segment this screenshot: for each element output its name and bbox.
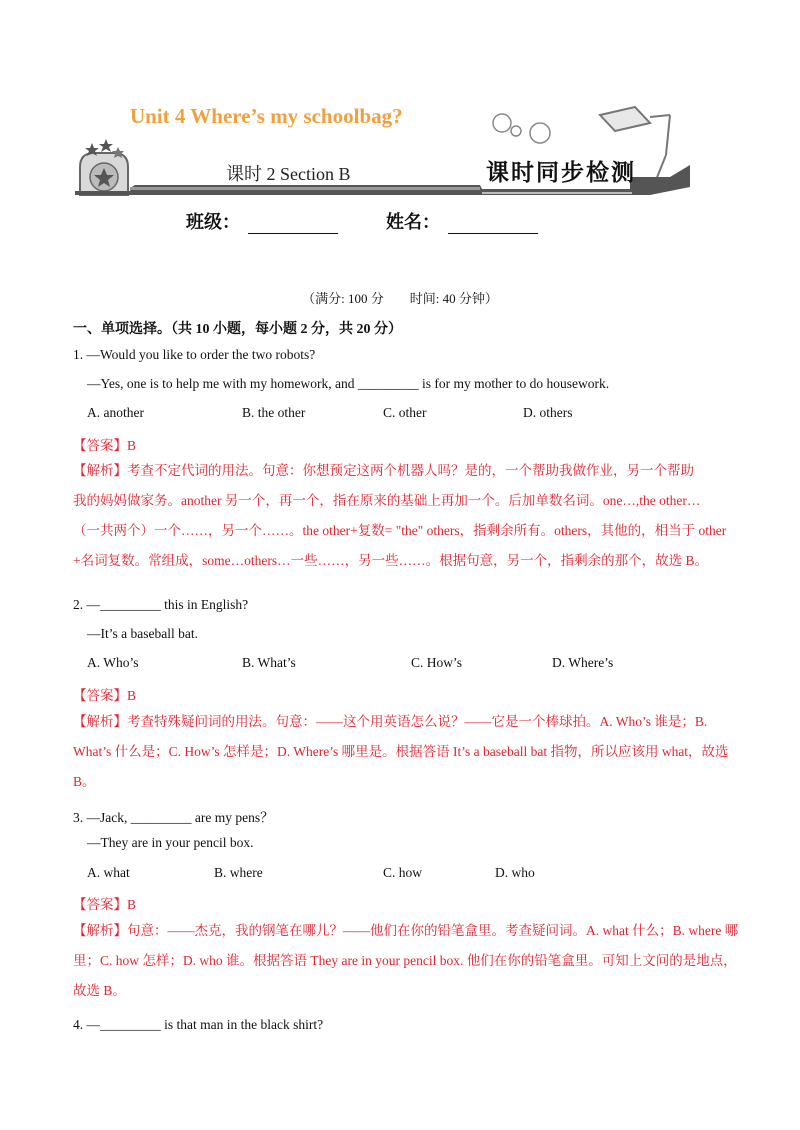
section-heading: 一、单项选择。（共 10 小题，每小题 2 分，共 20 分） [73, 322, 402, 337]
question-1-option-a: A. another [87, 405, 144, 420]
unit-title: Unit 4 Where’s my schoolbag? [130, 104, 403, 128]
question-2-option-b: B. What’s [242, 655, 296, 670]
question-1-line-1: 1. —Would you like to order the two robots? [73, 347, 316, 362]
score-time-info: （满分: 100 分 时间: 40 分钟） [302, 291, 498, 306]
question-3-option-d: D. who [495, 865, 535, 880]
question-1-analysis [73, 456, 741, 576]
analysis-line: 【解析】考查不定代词的用法。句意：你想预定这两个机器人吗？是的，一个帮助我做作业，另一个帮助 [73, 463, 694, 478]
question-4-line-1: 4. —_________ is that man in the black shirt? [73, 1017, 324, 1032]
question-1-option-c: C. other [383, 405, 427, 420]
question-2-answer: 【答案】B [73, 688, 137, 703]
name-label: 姓名： [386, 212, 440, 233]
question-3-line-2: —They are in your pencil box. [87, 835, 254, 850]
class-label: 班级： [186, 212, 240, 233]
question-3-option-c: C. how [383, 865, 423, 880]
analysis-line: 故选 B。 [73, 983, 126, 998]
question-1-answer: 【答案】B [73, 438, 137, 453]
brand-title: 课时同步检测 [486, 160, 636, 186]
analysis-line: +名词复数。常组成，some…others…一些……，另一些……。根据句意，另一个，指剩余的那个，故选 B。 [73, 553, 708, 568]
analysis-line: 里；C. how 怎样；D. who 谁。根据答语 They are in your pencil box. 他们在你的铅笔盒里。可知上文问的是地点， [73, 953, 737, 968]
question-3-answer: 【答案】B [73, 897, 137, 912]
star-badge-icon [80, 139, 128, 195]
question-3-analysis [73, 916, 741, 1006]
question-1-option-b: B. the other [242, 405, 306, 420]
question-3-option-b: B. where [214, 865, 263, 880]
question-1-option-d: D. others [523, 405, 573, 420]
question-1-line-2: —Yes, one is to help me with my homework, and _________ is for my mother to do housework. [87, 376, 610, 391]
question-2-option-d: D. Where’s [552, 655, 614, 670]
analysis-line: 【解析】句意：——杰克，我的钢笔在哪儿？——他们在你的铅笔盒里。考查疑问词。A. what 什么；B. where 哪 [73, 923, 739, 938]
bubbles-icon [493, 114, 550, 143]
lesson-title: 课时 2 Section B [226, 164, 351, 184]
question-2-analysis [73, 707, 741, 797]
analysis-line: 【解析】考查特殊疑问词的用法。句意：——这个用英语怎么说？——它是一个棒球拍。A. Who’s 谁是；B. [73, 714, 708, 729]
analysis-line: B。 [73, 774, 96, 789]
student-info [186, 208, 538, 234]
analysis-line: What’s 什么是；C. How’s 怎样是；D. Where’s 哪里是。根据答语 It’s a baseball bat 指物，所以应该用 what，故选 [73, 744, 729, 759]
question-2-line-1: 2. —_________ this in English? [73, 597, 249, 612]
question-3-line-1: 3. —Jack, _________ are my pens？ [73, 810, 274, 825]
name-blank[interactable] [448, 215, 538, 234]
question-3-option-a: A. what [87, 865, 130, 880]
analysis-line: （一共两个）一个……，另一个……。the other+复数= "the" others，指剩余所有。others，其他的，相当于 other [73, 523, 727, 538]
class-blank[interactable] [248, 215, 338, 234]
question-2-line-2: —It’s a baseball bat. [87, 626, 198, 641]
question-2-option-a: A. Who’s [87, 655, 139, 670]
analysis-line: 我的妈妈做家务。another 另一个，再一个，指在原来的基础上再加一个。后加单数名词。one…,the other… [73, 493, 701, 508]
question-2-option-c: C. How’s [411, 655, 463, 670]
